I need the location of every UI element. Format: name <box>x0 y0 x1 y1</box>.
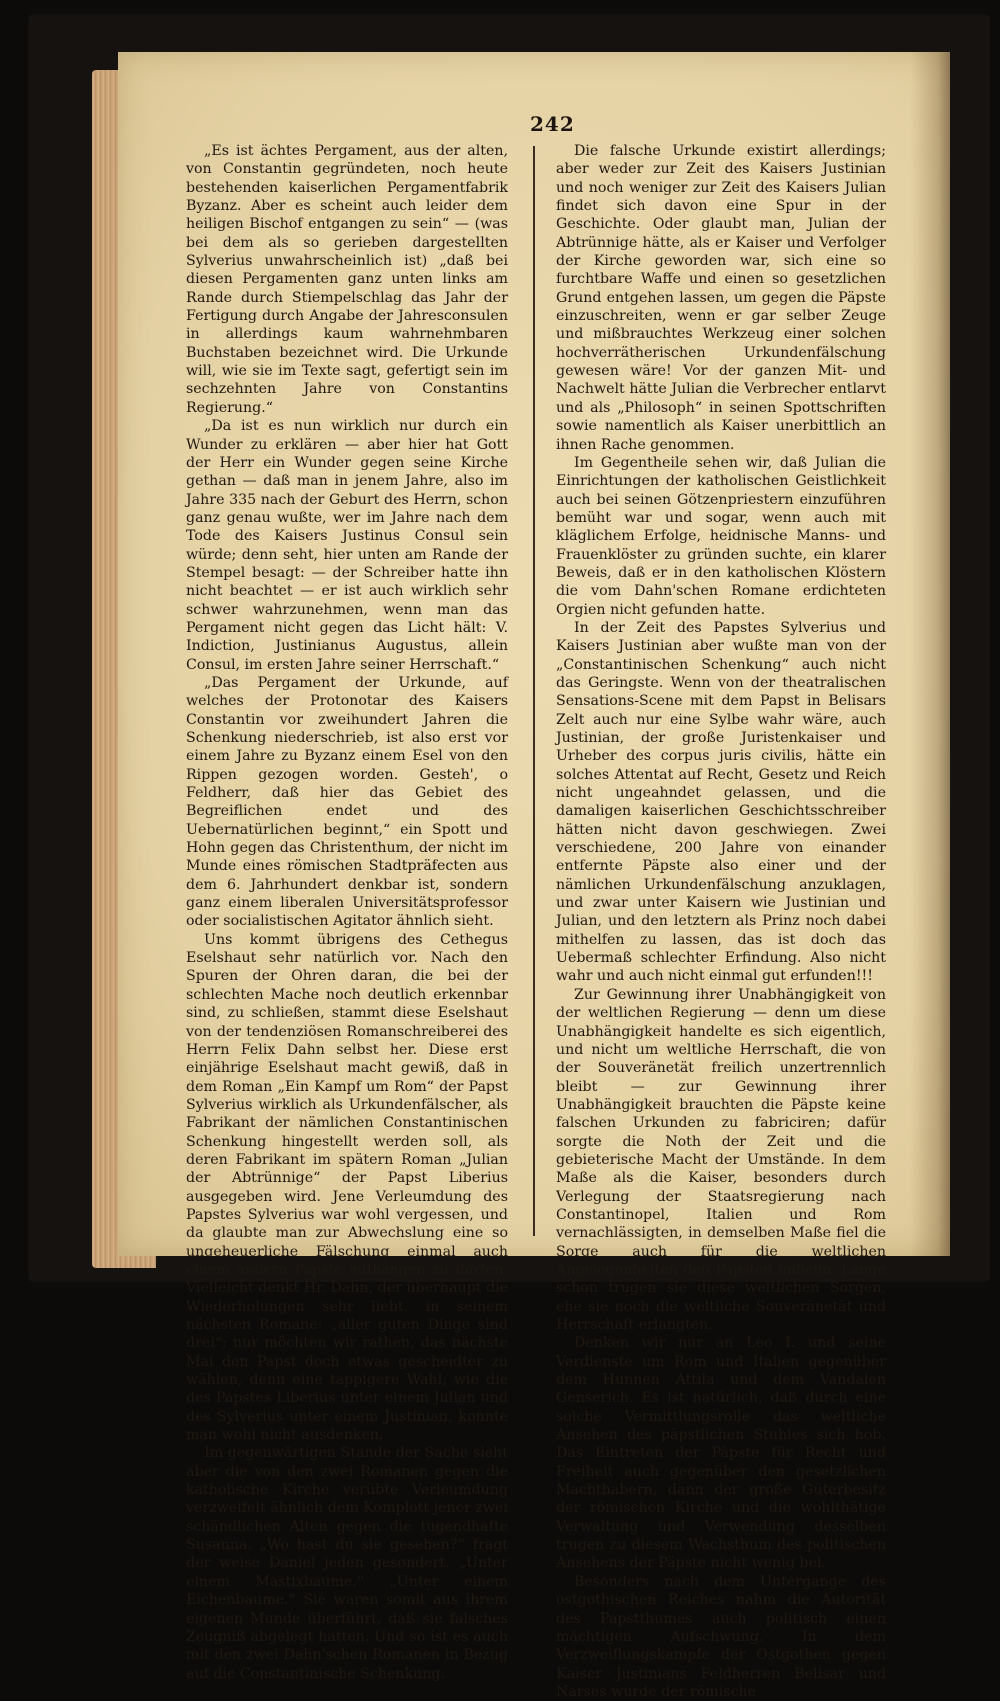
paragraph: Die falsche Urkunde existirt allerdings; aber weder zur Zeit des Kaisers Justinian und noch weniger zur Zeit des Kaisers Julian findet sich davon eine Spur in der Geschichte. Oder glaubt man, Julian der Abtrünnige hätte, als er Kaiser und Verfolger der Kirche geworden war, sich eine so furchtbare Waffe und einen so gesetzlichen Grund entgehen lassen, um gegen die Päpste einzuschreiten, wenn er gar selber Zeuge und mißbrauchtes Werkzeug einer solchen hochverrätherischen Urkundenfälschung gewesen wäre! Vor der ganzen Mit- und Nachwelt hätte Julian die Verbrecher entlarvt und als „Philosoph“ in seinen Spottschriften sowie namentlich als Kaiser unerbittlich an ihnen Rache genommen. <box>556 143 886 453</box>
paragraph: „Das Pergament der Urkunde, auf welches der Protonotar des Kaisers Constantin vor zweihundert Jahren die Schenkung niederschrieb, ist also erst vor einem Jahre zu Byzanz einem Esel von den Rippen gezogen worden. Gesteh', o Feldherr, daß hier das Gebiet des Begreiflichen endet und des Uebernatürlichen beginnt,“ ein Spott und Hohn gegen das Christenthum, der nicht im Munde eines römischen Stadtpräfecten aus dem 6. Jahrhundert denkbar ist, sondern ganz einem liberalen Universitätsprofessor oder socialistischen Agitator ähnlich sieht. <box>186 674 508 930</box>
paragraph: „Es ist ächtes Pergament, aus der alten, von Constantin gegründeten, noch heute bestehenden kaiserlichen Pergamentfabrik Byzanz. Aber es scheint auch leider dem heiligen Bischof entgangen zu sein“ — (was bei dem als so gerieben dargestellten Sylverius unwahrscheinlich ist) „daß bei diesen Pergamenten ganz unten links am Rande durch Stiempelschlag das Jahr der Fertigung durch Angabe der Jahresconsulen in allerdings kaum wahrnehmbaren Buchstaben bezeichnet wird. Die Urkunde will, wie sie im Texte sagt, gefertigt sein im sechzehnten Jahre von Constantins Regierung.“ <box>186 143 508 416</box>
paragraph: Zur Gewinnung ihrer Unabhängigkeit von der weltlichen Regierung — denn um diese Unabhängigkeit handelte es sich eigentlich, und nicht um weltliche Herrschaft, die von der Souveränetät freilich unzertrennlich bleibt — zur Gewinnung ihrer Unabhängigkeit brauchten die Päpste keine falschen Urkunden zu fabriciren; dafür sorgte die Noth der Zeit und die gebieterische Macht der Umstände. In dem Maße als die Kaiser, besonders durch Verlegung der Staatsregierung nach Constantinopel, Italien und Rom vernachlässigten, in demselben Maße fiel die Sorge auch für die weltlichen Angelegenheiten den Päpsten anheim. Lange schon trugen sie diese weltlichen Sorgen, ehe sie noch die weltliche Souveränetät und Herrschaft erlangten. <box>556 986 886 1333</box>
paragraph: Uns kommt übrigens des Cethegus Eselshaut sehr natürlich vor. Nach den Spuren der Ohren daran, die bei der schlechten Mache noch deutlich erkennbar sind, zu schließen, stammt diese Eselshaut von der tendenziösen Romanschreiberei des Herrn Felix Dahn selbst her. Diese erst einjährige Eselshaut macht gewiß, daß in dem Roman „Ein Kampf um Rom“ der Papst Sylverius wirklich als Urkundenfälscher, als Fabrikant der nämlichen Constantinischen Schenkung hingestellt werden soll, als deren Fabrikant im spätern Roman „Julian der Abtrünnige“ der Papst Liberius ausgegeben wird. Jene Verleumdung des Papstes Sylverius war wohl vergessen, und da glaubte man zur Abwechslung eine so ungeheuerliche Fälschung einmal auch einem andern Papste aufhängen zu dürfen. Vielleicht denkt Hr. Dahn, der überhaupt die Wiederholungen sehr liebt, in seinem nächsten Romane: „aller guten Dinge sind drei“; nur möchten wir rathen, das nächste Mal den Papst doch etwas gescheidter zu wählen, denn eine tappigere Wahl, wie die des Papstes Liberius unter einem Julian und des Sylverius unter einem Justinian, konnte man wohl nicht ausdenken. <box>186 931 508 1444</box>
paragraph: Im Gegentheile sehen wir, daß Julian die Einrichtungen der katholischen Geistlichkeit auch bei seinen Götzenpriestern einzuführen bemüht war und sogar, wenn auch mit kläglichem Erfolge, heidnische Manns- und Frauenklöster zu gründen suchte, ein klarer Beweis, daß er in den katholischen Klöstern die vom Dahn'schen Romane erdichteten Orgien nicht gefunden hatte. <box>556 454 886 618</box>
right-column <box>556 142 886 1701</box>
left-column <box>186 142 508 1683</box>
paragraph: Im gegenwärtigen Stande der Sache sieht aber die von den zwei Romanen gegen die katholische Kirche verübte Verleumdung verzweifelt ähnlich dem Komplott jener zwei schändlichen Alten gegen die tugendhafte Susanna. „Wo hast du sie gesehen?“ fragt der weise Daniel jeden gesondert. „Unter einem Mastixbaume.“ „Unter einem Eichenbaume.“ Sie waren somit aus ihrem eigenen Munde überführt, daß sie falsches Zeugniß abgelegt hatten. Und so ist es auch mit den zwei Dahn'schen Romanen in Bezug auf die Constantinische Schenkung. <box>186 1445 508 1682</box>
page-number: 242 <box>530 112 575 136</box>
paragraph: In der Zeit des Papstes Sylverius und Kaisers Justinian aber wußte man von der „Constantinischen Schenkung“ auch nicht das Geringste. Wenn von der theatralischen Sensations-Scene mit dem Papst in Belisars Zelt auch nur eine Sylbe wahr wäre, auch Justinian, der große Juristenkaiser und Urheber des corpus juris civilis, hätte ein solches Attentat auf Recht, Gesetz und Reich nicht ungeahndet gelassen, und die damaligen kaiserlichen Geschichtsschreiber hätten nicht davon geschwiegen. Zwei verschiedene, 200 Jahre von einander entfernte Päpste also einer und der nämlichen Urkundenfälschung anzuklagen, und zwar unter Kaisern wie Justinian und Julian, und den letztern als Prinz noch dabei mithelfen zu lassen, das ist doch das Uebermaß schlechter Erfindung. Also nicht wahr und auch nicht einmal gut erfunden!!! <box>556 619 886 985</box>
page-gutter <box>910 52 950 1256</box>
book-page <box>118 52 950 1700</box>
paragraph: „Da ist es nun wirklich nur durch ein Wunder zu erklären — aber hier hat Gott der Herr ein Wunder gegen seine Kirche gethan — daß man in jenem Jahre, also im Jahre 335 nach der Geburt des Herrn, schon ganz genau wußte, wer im Jahre nach dem Tode des Kaisers Justinus Consul sein würde; denn seht, hier unten am Rande der Stempel besagt: — der Schreiber hatte ihn nicht beachtet — er ist auch wirklich sehr schwer wahrzunehmen, wenn man das Pergament nicht gegen das Licht hält: V. Indiction, Justinianus Augustus, allein Consul, im ersten Jahre seiner Herrschaft.“ <box>186 418 508 673</box>
paragraph: Denken wir nur an Leo I. und seine Verdienste um Rom und Italien gegenüber dem Hunnen Attila und dem Vandalen Genserich. Es ist natürlich, daß durch eine solche Vermittlungsrolle das weltliche Ansehen des päpstlichen Stuhles sich hob. Das Eintreten der Päpste für Recht und Freiheit auch gegenüber den gesetzlichen Machthabern, dann der große Güterbesitz der römischen Kirche und die wohlthätige Verwaltung und Verwendung desselben trugen zu diesem Wachsthum des politischen Ansehens der Päpste nicht wenig bei. <box>556 1335 886 1572</box>
column-divider <box>533 146 535 1236</box>
paragraph: Besonders nach dem Untergange des ostgothischen Reiches nahm die Autorität des Papstthumes auch politisch einen mächtigen Aufschwung. In dem Verzweiflungskampfe der Ostgothen gegen Kaiser Justinians Feldherren Belisar und Narses wurde der römische <box>556 1573 886 1700</box>
